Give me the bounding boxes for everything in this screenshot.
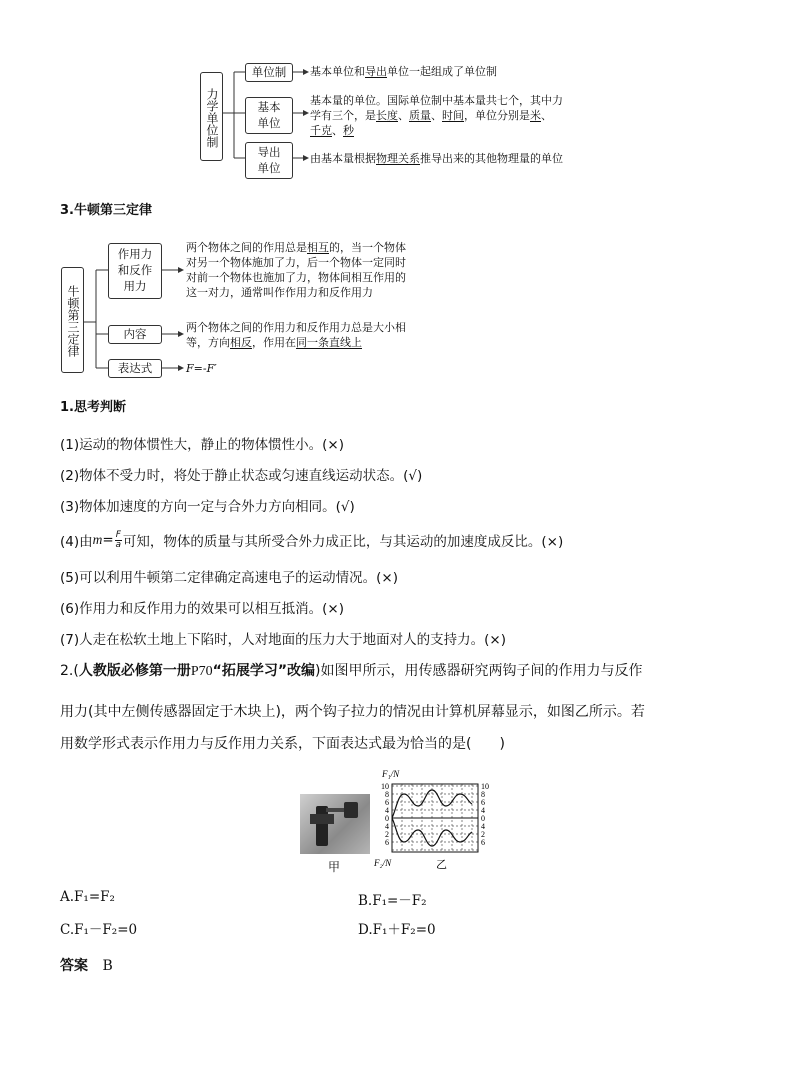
left-tick-4: 4 xyxy=(385,806,389,815)
units-root-label: 力学单位制 xyxy=(205,88,219,148)
q2-line1: 2.(人教版必修第一册P70“拓展学习”改编)如图甲所示，用传感器研究两钩子间的作用力与反作 xyxy=(60,663,643,679)
judge-item-1: (1)运动的物体惯性大，静止的物体惯性小。(×) xyxy=(60,437,344,453)
left-tick-2: 8 xyxy=(385,790,389,799)
left-tick-5: 0 xyxy=(385,814,389,823)
derived-unit-label: 导出单位 xyxy=(257,145,281,175)
derived-unit-box xyxy=(245,142,293,179)
content-box xyxy=(108,325,162,344)
content-desc: 两个物体之间的作用力和反作用力总是大小相 等，方向相反，作用在同一条直线上 xyxy=(186,321,406,349)
force-graph xyxy=(368,764,500,872)
newton-root-label: 牛顿第三定律 xyxy=(66,285,80,357)
judge-item-7: (7)人走在松软土地上下陷时，人对地面的压力大于地面对人的支持力。(×) xyxy=(60,632,506,648)
right-tick-2: 8 xyxy=(481,790,485,799)
units-root-box xyxy=(200,72,223,161)
q2-line3: 用数学形式表示作用力与反作用力关系，下面表达式最为恰当的是( ) xyxy=(60,736,505,752)
section3-title: 3.牛顿第三定律 xyxy=(60,203,152,218)
right-tick-8: 6 xyxy=(481,838,485,847)
right-tick-1: 10 xyxy=(481,782,489,791)
base-unit-desc: 基本量的单位。国际单位制中基本量共七个，其中力 学有三个，是长度、质量、时间，单位分别是米、 千克、秒 xyxy=(310,94,563,137)
right-tick-6: 4 xyxy=(481,822,485,831)
left-tick-3: 6 xyxy=(385,798,389,807)
expression-formula: F=-F′ xyxy=(186,362,217,375)
unit-system-box xyxy=(245,63,293,82)
fraction-F-over-a: $\frac{F}{a}$ xyxy=(115,529,122,550)
left-tick-6: 4 xyxy=(385,822,389,831)
option-a[interactable]: A.F₁=F₂ xyxy=(60,889,115,905)
action-reaction-box xyxy=(108,243,162,299)
right-tick-4: 4 xyxy=(481,806,485,815)
expression-label: 表达式 xyxy=(117,361,153,375)
fig-jia-label: 甲 xyxy=(328,860,341,874)
right-tick-7: 2 xyxy=(481,830,485,839)
right-tick-3: 6 xyxy=(481,798,485,807)
action-reaction-label: 作用力和反作用力 xyxy=(117,247,153,293)
judge-item-5: (5)可以利用牛顿第二定律确定高速电子的运动情况。(×) xyxy=(60,570,398,586)
judge-item-6: (6)作用力和反作用力的效果可以相互抵消。(×) xyxy=(60,601,344,617)
f1-axis-label: F₁/N xyxy=(382,769,400,779)
judge-item-2: (2)物体不受力时，将处于静止状态或匀速直线运动状态。(√) xyxy=(60,468,423,484)
option-b[interactable]: B.F₁=－F₂ xyxy=(358,893,427,909)
option-c[interactable]: C.F₁－F₂=0 xyxy=(60,922,138,938)
left-tick-1: 10 xyxy=(381,782,389,791)
judge-item-4: (4)由 m = $\frac{F}{a}$ 可知，物体的质量与其所受合外力成正比，与其运动的加速度成反比。(×) xyxy=(60,529,564,550)
judge-title: 1.思考判断 xyxy=(60,400,126,415)
left-tick-7: 2 xyxy=(385,830,389,839)
fig-yi-label: 乙 xyxy=(436,859,447,871)
derived-unit-desc: 由基本量根据物理关系推导出来的其他物理量的单位 xyxy=(310,152,563,165)
answer-row xyxy=(60,955,113,975)
action-reaction-desc: 两个物体之间的作用总是相互的，当一个物体 对另一个物体施加了力，后一个物体一定同时 对前一个物体也施加了力，物体间相互作用的 这一对力，通常叫作作用力和反作用力 xyxy=(186,241,406,299)
answer-value: B xyxy=(102,958,113,974)
answer-label: 答案 xyxy=(60,958,88,974)
f2-axis-label: F₂/N xyxy=(374,858,392,868)
unit-system-desc: 基本单位和导出单位一起组成了单位制 xyxy=(310,65,497,78)
expression-box xyxy=(108,359,162,378)
unit-system-label: 单位制 xyxy=(251,65,287,79)
left-tick-8: 6 xyxy=(385,838,389,847)
judge-item-3: (3)物体加速度的方向一定与合外力方向相同。(√) xyxy=(60,499,355,515)
option-d[interactable]: D.F₁＋F₂=0 xyxy=(358,922,436,938)
content-label: 内容 xyxy=(123,327,147,341)
base-unit-label: 基本单位 xyxy=(257,100,281,130)
sensor-photo xyxy=(300,794,370,854)
right-tick-5: 0 xyxy=(481,814,485,823)
q2-line2: 用力(其中左侧传感器固定于木块上)，两个钩子拉力的情况由计算机屏幕显示，如图乙所示。若 xyxy=(60,704,645,720)
base-unit-box xyxy=(245,97,293,134)
newton-root-box xyxy=(61,267,84,373)
